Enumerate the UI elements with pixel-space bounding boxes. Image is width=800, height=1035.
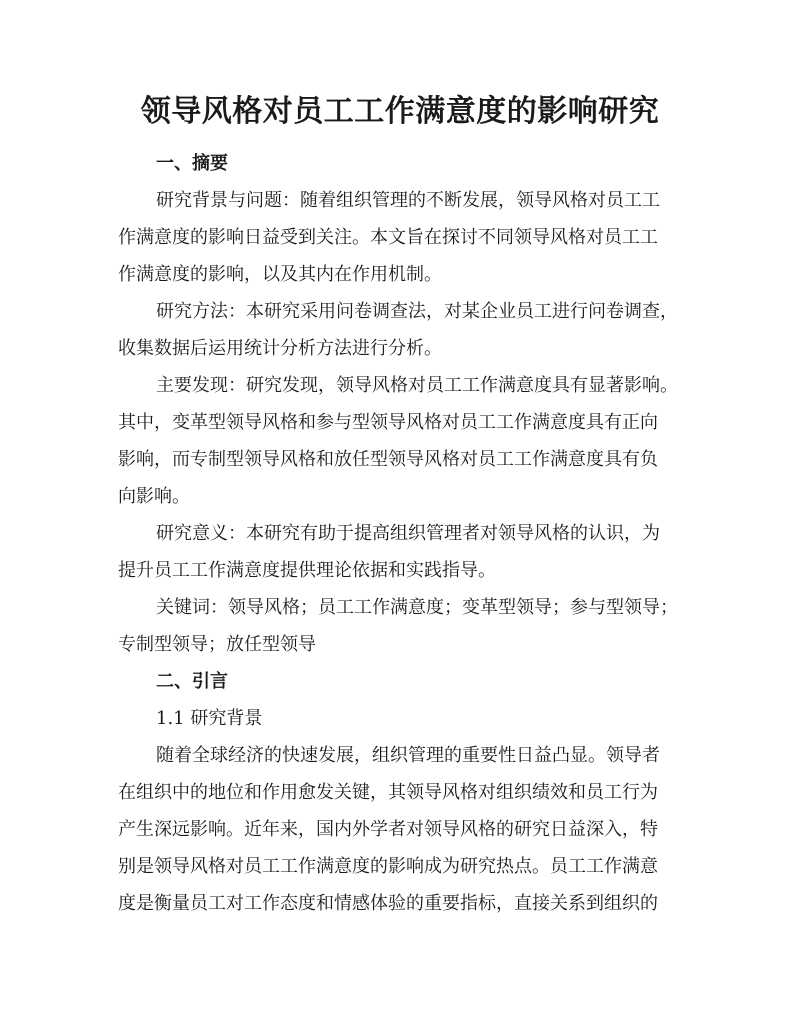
abstract-paragraph-methods [118, 293, 684, 367]
text-line: 其中，变革型领导风格和参与型领导风格对员工工作满意度具有正向 [118, 412, 658, 433]
abstract-paragraph-keywords [118, 589, 684, 663]
background-paragraph [118, 737, 684, 922]
text-line: 影响，而专制型领导风格和放任型领导风格对员工工作满意度具有负 [118, 449, 658, 470]
text-line: 研究背景与问题：随着组织管理的不断发展，领导风格对员工工 [156, 190, 660, 211]
text-line: 研究意义：本研究有助于提高组织管理者对领导风格的认识，为 [156, 523, 660, 544]
text-line: 作满意度的影响日益受到关注。本文旨在探讨不同领导风格对员工工 [118, 227, 658, 248]
text-line: 别是领导风格对员工工作满意度的影响成为研究热点。员工工作满意 [118, 856, 658, 877]
section-heading-introduction: 二、引言 [156, 671, 228, 692]
text-line: 提升员工工作满意度提供理论依据和实践指导。 [118, 560, 496, 581]
document-title: 领导风格对员工工作满意度的影响研究 [140, 94, 660, 129]
text-line: 随着全球经济的快速发展，组织管理的重要性日益凸显。领导者 [156, 745, 660, 766]
text-line: 主要发现：研究发现，领导风格对员工工作满意度具有显著影响。 [156, 375, 678, 396]
text-line: 专制型领导；放任型领导 [118, 634, 316, 655]
text-line: 在组织中的地位和作用愈发关键，其领导风格对组织绩效和员工行为 [118, 782, 658, 803]
abstract-paragraph-significance [118, 515, 684, 589]
abstract-paragraph-findings [118, 367, 684, 515]
text-line: 作满意度的影响，以及其内在作用机制。 [118, 264, 442, 285]
abstract-paragraph-background [118, 182, 684, 293]
text-line: 收集数据后运用统计分析方法进行分析。 [118, 338, 442, 359]
document-body [118, 145, 684, 922]
text-line: 产生深远影响。近年来，国内外学者对领导风格的研究日益深入，特 [118, 819, 658, 840]
subsection-heading-background: 1.1 研究背景 [156, 708, 263, 729]
text-line: 度是衡量员工对工作态度和情感体验的重要指标，直接关系到组织的 [118, 893, 658, 914]
text-line: 研究方法：本研究采用问卷调查法，对某企业员工进行问卷调查， [156, 301, 678, 322]
text-line: 向影响。 [118, 486, 190, 507]
text-line: 关键词：领导风格；员工工作满意度；变革型领导；参与型领导； [156, 597, 678, 618]
section-heading-abstract: 一、摘要 [156, 153, 228, 174]
